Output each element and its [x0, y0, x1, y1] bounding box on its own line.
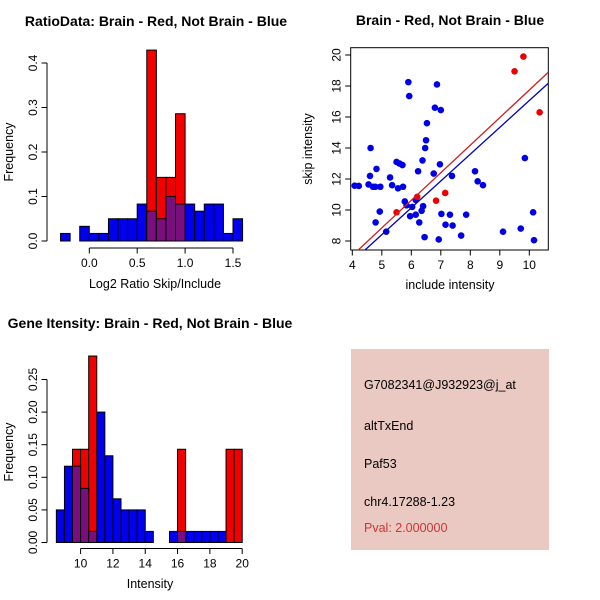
- x-tick-label: 6: [407, 258, 415, 272]
- histogram-bar-overlap: [147, 211, 157, 241]
- scatter-point-blue: [399, 162, 406, 169]
- histogram-bar-blue: [56, 510, 64, 543]
- x-tick-label: 0.0: [80, 256, 98, 270]
- splice-event-type: altTxEnd: [364, 419, 414, 433]
- scatter-point-blue: [472, 168, 479, 175]
- scatter-title: Brain - Red, Not Brain - Blue: [355, 12, 545, 28]
- scatter-point-blue: [389, 182, 396, 189]
- histogram-bar-blue: [89, 233, 99, 241]
- histogram-bar-overlap: [89, 531, 97, 542]
- scatter-point-blue: [415, 168, 422, 175]
- scatter-point-blue: [500, 228, 507, 235]
- histogram-bar-blue: [145, 531, 153, 542]
- histogram-bar-overlap: [73, 466, 81, 542]
- histogram-bar-blue: [118, 219, 128, 241]
- x-tick-label: 18: [203, 556, 217, 571]
- histogram-bar-red: [89, 356, 97, 542]
- pvalue-text: Pval: 2.000000: [364, 521, 448, 535]
- histogram-bar-blue: [210, 531, 218, 542]
- probeset-info-panel: [351, 349, 549, 550]
- scatter-point-blue: [422, 145, 429, 152]
- probeset-id: G7082341@J932923@j_at: [364, 378, 516, 392]
- ratio-hist-xlabel: Log2 Ratio Skip/Include: [88, 277, 222, 291]
- scatter-point-blue: [474, 178, 481, 185]
- x-tick-label: 9: [496, 258, 504, 272]
- scatter-point-blue: [458, 232, 465, 239]
- histogram-bar-blue: [186, 531, 194, 542]
- scatter-point-blue: [432, 104, 439, 111]
- histogram-bar-blue: [185, 204, 195, 241]
- scatter-point-red: [433, 197, 440, 204]
- histogram-bar-blue: [169, 531, 177, 542]
- y-tick-label: 12: [329, 172, 344, 186]
- intensity-scatter-panel: [300, 0, 600, 300]
- x-tick-label: 1.5: [224, 256, 242, 270]
- y-tick-label: 20: [329, 48, 344, 62]
- x-tick-label: 20: [235, 556, 249, 571]
- scatter-point-blue: [372, 219, 379, 226]
- histogram-bar-blue: [233, 219, 243, 241]
- y-tick-label: 14: [329, 141, 344, 155]
- gene-hist-plot-area: [26, 356, 249, 570]
- y-tick-label: 0.05: [26, 498, 40, 522]
- y-tick-label: 0.0: [26, 232, 40, 250]
- scatter-point-blue: [480, 182, 487, 189]
- histogram-bar-overlap: [178, 531, 186, 542]
- ratio-hist-title: RatioData: Brain - Red, Not Brain - Blue: [24, 13, 288, 29]
- gene-hist-title: Gene Itensity: Brain - Red, Not Brain - Blue: [7, 315, 293, 331]
- y-tick-label: 0.2: [26, 143, 40, 161]
- histogram-bar-blue: [99, 233, 109, 241]
- gene-hist-xlabel: Intensity: [126, 577, 174, 591]
- scatter-point-blue: [449, 222, 456, 229]
- plot-box: [351, 48, 549, 250]
- scatter-point-blue: [406, 93, 413, 100]
- histogram-bar-red: [234, 449, 242, 542]
- scatter-point-blue: [412, 211, 419, 218]
- scatter-point-blue: [522, 155, 529, 162]
- scatter-point-blue: [387, 174, 394, 181]
- histogram-bar-blue: [121, 510, 129, 543]
- scatter-point-blue: [421, 234, 428, 241]
- scatter-point-blue: [420, 203, 427, 210]
- histogram-bar-overlap: [156, 219, 166, 241]
- y-tick-label: 0.20: [26, 400, 40, 424]
- scatter-point-red: [536, 109, 543, 116]
- scatter-point-blue: [407, 213, 414, 220]
- scatter-point-red: [511, 68, 518, 75]
- histogram-bar-blue: [108, 219, 118, 241]
- y-tick-label: 0.00: [26, 530, 40, 555]
- scatter-point-blue: [405, 79, 412, 86]
- scatter-point-blue: [438, 107, 445, 114]
- histogram-bar-blue: [64, 466, 72, 542]
- y-tick-label: 0.1: [26, 188, 40, 205]
- histogram-bar-overlap: [176, 204, 186, 241]
- histogram-bar-blue: [80, 226, 90, 241]
- scatter-point-blue: [531, 237, 538, 244]
- x-tick-label: 12: [106, 556, 120, 571]
- scatter-point-blue: [463, 211, 470, 218]
- y-tick-label: 16: [329, 110, 344, 124]
- y-tick-label: 10: [329, 203, 344, 217]
- histogram-bar-overlap: [166, 197, 176, 242]
- scatter-point-blue: [434, 81, 441, 88]
- histogram-bar-blue: [129, 510, 137, 543]
- scatter-point-blue: [438, 211, 445, 218]
- notbrain-fit-line: [365, 83, 548, 250]
- x-tick-label: 10: [522, 258, 536, 272]
- histogram-bar-blue: [204, 204, 214, 241]
- y-tick-label: 8: [329, 237, 344, 245]
- histogram-bar-blue: [218, 531, 226, 542]
- scatter-point-blue: [435, 236, 442, 243]
- scatter-point-blue: [377, 183, 384, 190]
- histogram-bar-blue: [214, 204, 224, 241]
- x-tick-label: 0.5: [128, 256, 146, 270]
- scatter-point-blue: [376, 208, 383, 215]
- scatter-point-red: [442, 190, 449, 197]
- scatter-point-blue: [447, 211, 454, 218]
- histogram-bar-blue: [202, 531, 210, 542]
- histogram-bar-blue: [113, 499, 121, 543]
- x-tick-label: 14: [138, 556, 152, 571]
- ratio-histogram-panel: [0, 0, 300, 300]
- y-tick-label: 18: [329, 79, 344, 93]
- scatter-point-red: [520, 53, 527, 60]
- histogram-bar-blue: [195, 211, 205, 241]
- scatter-point-blue: [367, 173, 374, 180]
- scatter-point-blue: [442, 221, 449, 228]
- ratio-hist-plot-area: [26, 50, 243, 270]
- scatter-point-blue: [400, 183, 407, 190]
- x-tick-label: 7: [437, 258, 445, 272]
- histogram-bar-blue: [105, 456, 113, 543]
- histogram-bar-blue: [223, 233, 233, 241]
- gene-hist-ylabel: Frequency: [2, 422, 16, 482]
- x-tick-label: 5: [378, 258, 386, 272]
- scatter-point-blue: [373, 166, 380, 173]
- scatter-point-blue: [437, 161, 444, 168]
- histogram-bar-red: [226, 449, 234, 542]
- histogram-bar-blue: [137, 510, 145, 543]
- histogram-bar-blue: [137, 204, 147, 241]
- x-tick-label: 8: [466, 258, 474, 272]
- scatter-ylabel: skip intensity: [301, 113, 315, 185]
- y-tick-label: 0.15: [26, 433, 40, 457]
- scatter-point-blue: [430, 170, 437, 177]
- histogram-bar-blue: [97, 412, 105, 542]
- y-tick-label: 0.10: [26, 465, 40, 489]
- histogram-bar-blue: [194, 531, 202, 542]
- y-tick-label: 0.4: [26, 54, 40, 72]
- histogram-bar-blue: [128, 219, 138, 241]
- x-tick-label: 10: [73, 556, 88, 571]
- histogram-bar-overlap: [81, 488, 89, 542]
- scatter-point-blue: [530, 209, 537, 216]
- x-tick-label: 1.0: [176, 256, 194, 270]
- scatter-point-blue: [367, 145, 374, 152]
- scatter-xlabel: include intensity: [405, 278, 495, 292]
- y-tick-label: 0.3: [26, 99, 40, 116]
- x-tick-label: 4: [348, 258, 356, 272]
- scatter-plot-area: [330, 48, 549, 272]
- genomic-location: chr4.17288-1.23: [364, 495, 456, 509]
- scatter-point-blue: [416, 219, 423, 226]
- scatter-point-blue: [355, 183, 362, 190]
- gene-histogram-panel: [0, 300, 300, 600]
- histogram-bar-blue: [61, 233, 71, 241]
- scatter-point-blue: [424, 120, 431, 127]
- scatter-point-blue: [419, 157, 426, 164]
- gene-symbol: Paf53: [364, 457, 397, 471]
- ratio-hist-ylabel: Frequency: [2, 122, 16, 182]
- y-tick-label: 0.25: [26, 367, 40, 392]
- x-tick-label: 16: [170, 556, 185, 571]
- histogram-bar-red: [178, 449, 186, 542]
- scatter-point-blue: [517, 225, 524, 232]
- scatter-point-blue: [423, 137, 430, 144]
